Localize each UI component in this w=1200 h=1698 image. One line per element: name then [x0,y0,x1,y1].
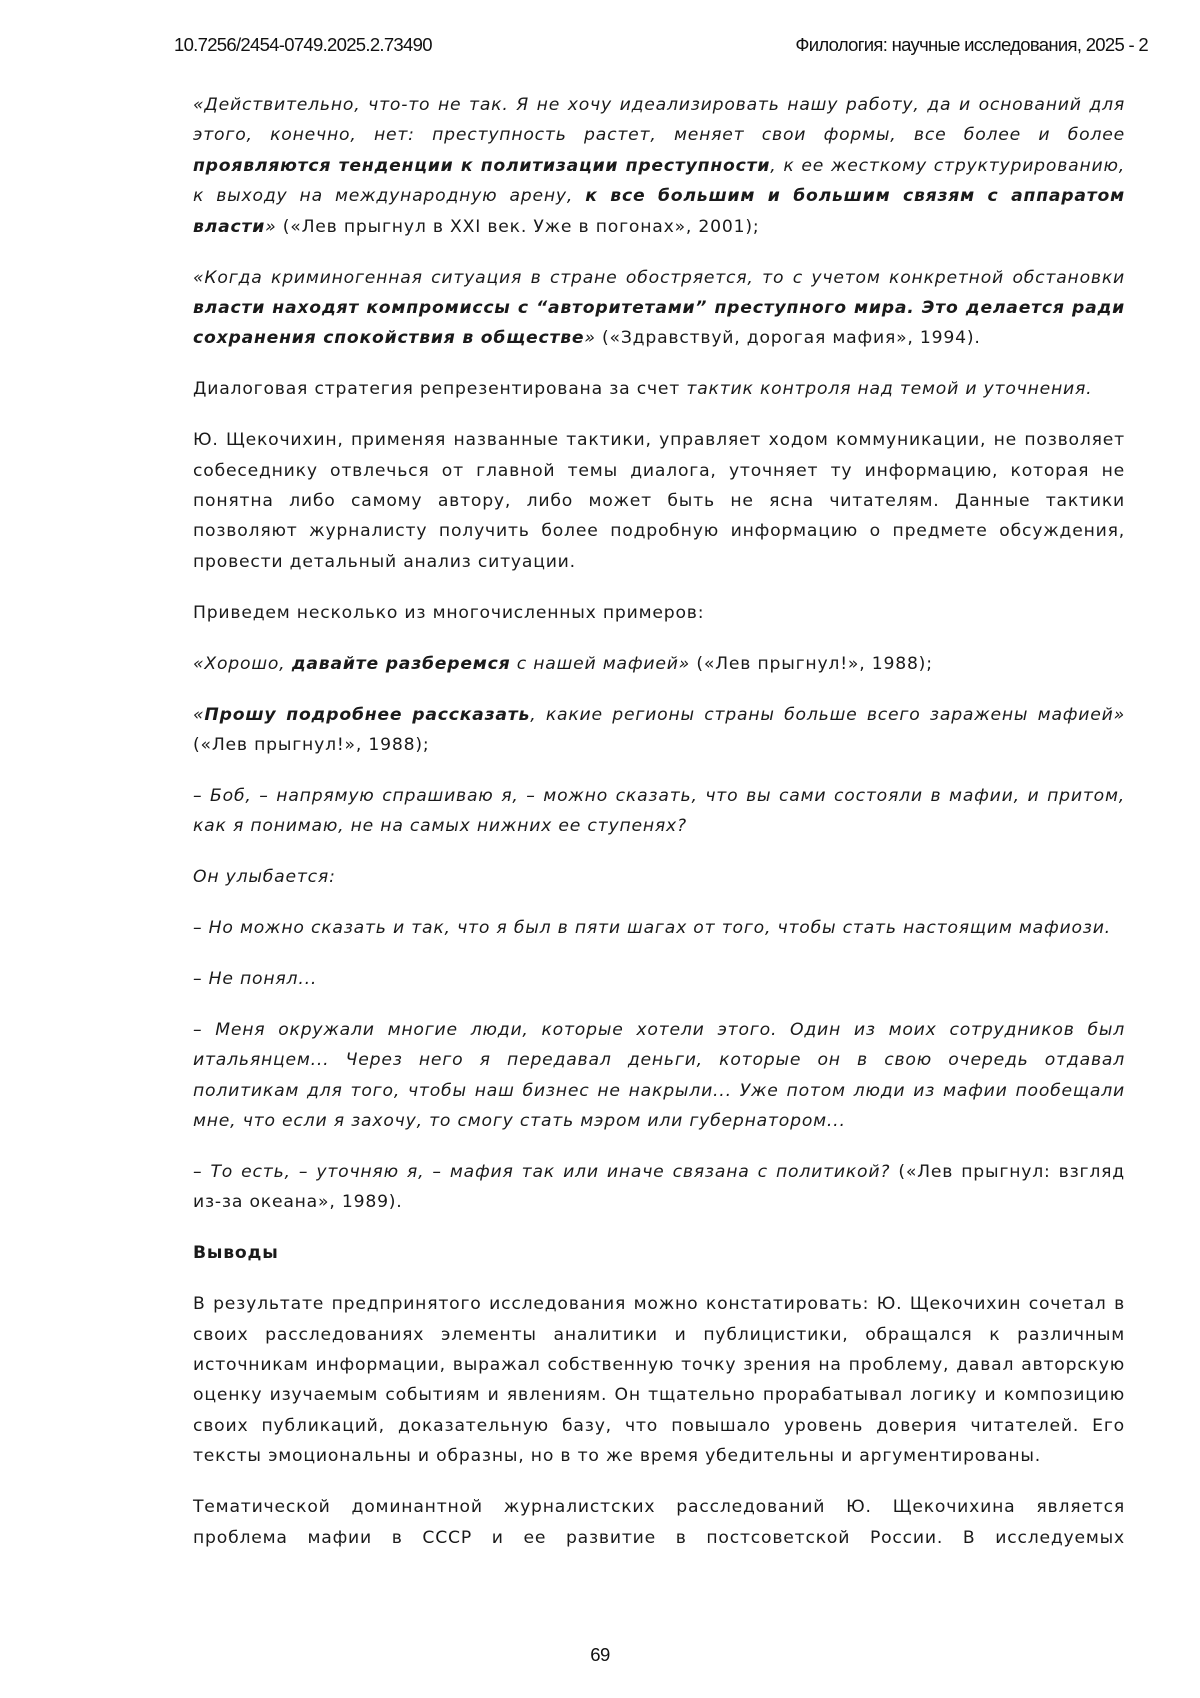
page-header [174,34,1148,62]
quote-close: » [265,217,276,237]
body-paragraph-14: В результате предпринятого исследования можно констатировать: Ю. Щекочихин сочетал в своих расследованиях элементы аналитики и публицистики, обращался к различным источникам информации, выражал собственную точку зрения на проблему, давал авторскую оценку изучаемым событиям и явлениям. Он тщательно прорабатывал логику и композицию своих публикаций, доказательную базу, что повышало уровень доверия читателей. Его тексты эмоциональны и образны, но в то же время убедительны и аргументированы. [193,1289,1125,1471]
quote-paragraph-7 [193,700,1125,761]
dialogue-line-13 [193,1157,1125,1218]
quote-text: , какие регионы страны больше всего заражены мафией» [530,705,1125,725]
quote-close: » [584,328,595,348]
quote-emphasis: к все большим и большим связям с аппаратом власти [193,186,1125,236]
dialogue-text: – Но можно сказать и так, что я был в пяти шагах от того, чтобы стать настоящим мафиози. [193,918,1111,938]
quote-text: «Действительно, что-то не так. Я не хочу идеализировать нашу работу, да и оснований для этого, конечно, нет: преступность растет, меняет свои формы, все более и более [193,95,1125,145]
dialogue-line-10 [193,913,1125,943]
body-paragraph-15: Тематической доминантной журналистских расследований Ю. Щекочихина является проблема мафии в СССР и ее развитие в постсоветской России. В исследуемых [193,1492,1125,1553]
quote-paragraph-2 [193,263,1125,354]
quote-emphasis: власти находят компромиссы с “авторитетами” преступного мира. Это делается ради сохранения спокойствия в обществе [193,298,1125,348]
quote-emphasis: Прошу подробнее рассказать [204,705,530,725]
dialogue-text: – Не понял... [193,969,317,989]
body-emphasis: тактик контроля над темой и уточнения. [686,379,1092,399]
article-body [193,90,1125,1573]
dialogue-line-12 [193,1015,1125,1137]
dialogue-text: – То есть, – уточняю я, – мафия так или иначе связана с политикой? [193,1162,890,1182]
dialogue-text: – Боб, – напрямую спрашиваю я, – можно сказать, что вы сами состояли в мафии, и притом, как я понимаю, не на самых нижних ее ступенях? [193,786,1125,836]
journal-title: Филология: научные исследования, 2025 - 2 [795,34,1148,56]
dialogue-text: – Меня окружали многие люди, которые хотели этого. Один из моих сотрудников был итальянцем... Через него я передавал деньги, которые он в свою очередь отдавал политикам для того, чтобы наш бизнес не накрыли... Уже потом люди из мафии пообещали мне, что если я захочу, то смогу стать мэром или губернатором... [193,1020,1125,1131]
quote-source: («Лев прыгнул!», 1988); [690,654,933,674]
quote-source: («Здравствуй, дорогая мафия», 1994). [596,328,981,348]
doi-label: 10.7256/2454-0749.2025.2.73490 [174,34,432,56]
dialogue-line-11 [193,964,1125,994]
section-heading-conclusions: Выводы [193,1238,1125,1268]
body-paragraph-4: Ю. Щекочихин, применяя названные тактики, управляет ходом коммуникации, не позволяет собеседнику отвлечься от главной темы диалога, уточняет ту информацию, которая не понятна либо самому автору, либо может быть не ясна читателям. Данные тактики позволяют журналисту получить более подробную информацию о предмете обсуждения, провести детальный анализ ситуации. [193,425,1125,577]
quote-source: («Лев прыгнул!», 1988); [193,735,429,755]
quote-source: («Лев прыгнул в XXI век. Уже в погонах», 2001); [276,217,759,237]
body-paragraph-3 [193,374,1125,404]
quote-emphasis: проявляются тенденции к политизации преступности [193,156,770,176]
quote-text: «Когда криминогенная ситуация в стране обостряется, то с учетом конкретной обстановки [193,268,1125,288]
dialogue-line-8 [193,781,1125,842]
quote-open: « [193,705,204,725]
quote-paragraph-1 [193,90,1125,242]
quote-text: , к ее жесткому структурированию, к выходу на международную арену, [193,156,1125,206]
quote-text: «Хорошо, [193,654,292,674]
quote-emphasis: давайте разберемся [292,654,511,674]
body-text: Диалоговая стратегия репрезентирована за счет [193,379,686,399]
quote-source: («Лев прыгнул: взгляд из-за океана», 1989). [193,1162,1125,1212]
quote-text: с нашей мафией» [510,654,690,674]
quote-paragraph-6 [193,649,1125,679]
body-paragraph-5: Приведем несколько из многочисленных примеров: [193,598,1125,628]
dialogue-line-9 [193,862,1125,892]
page-number: 69 [0,1644,1200,1666]
dialogue-text: Он улыбается: [193,867,336,887]
